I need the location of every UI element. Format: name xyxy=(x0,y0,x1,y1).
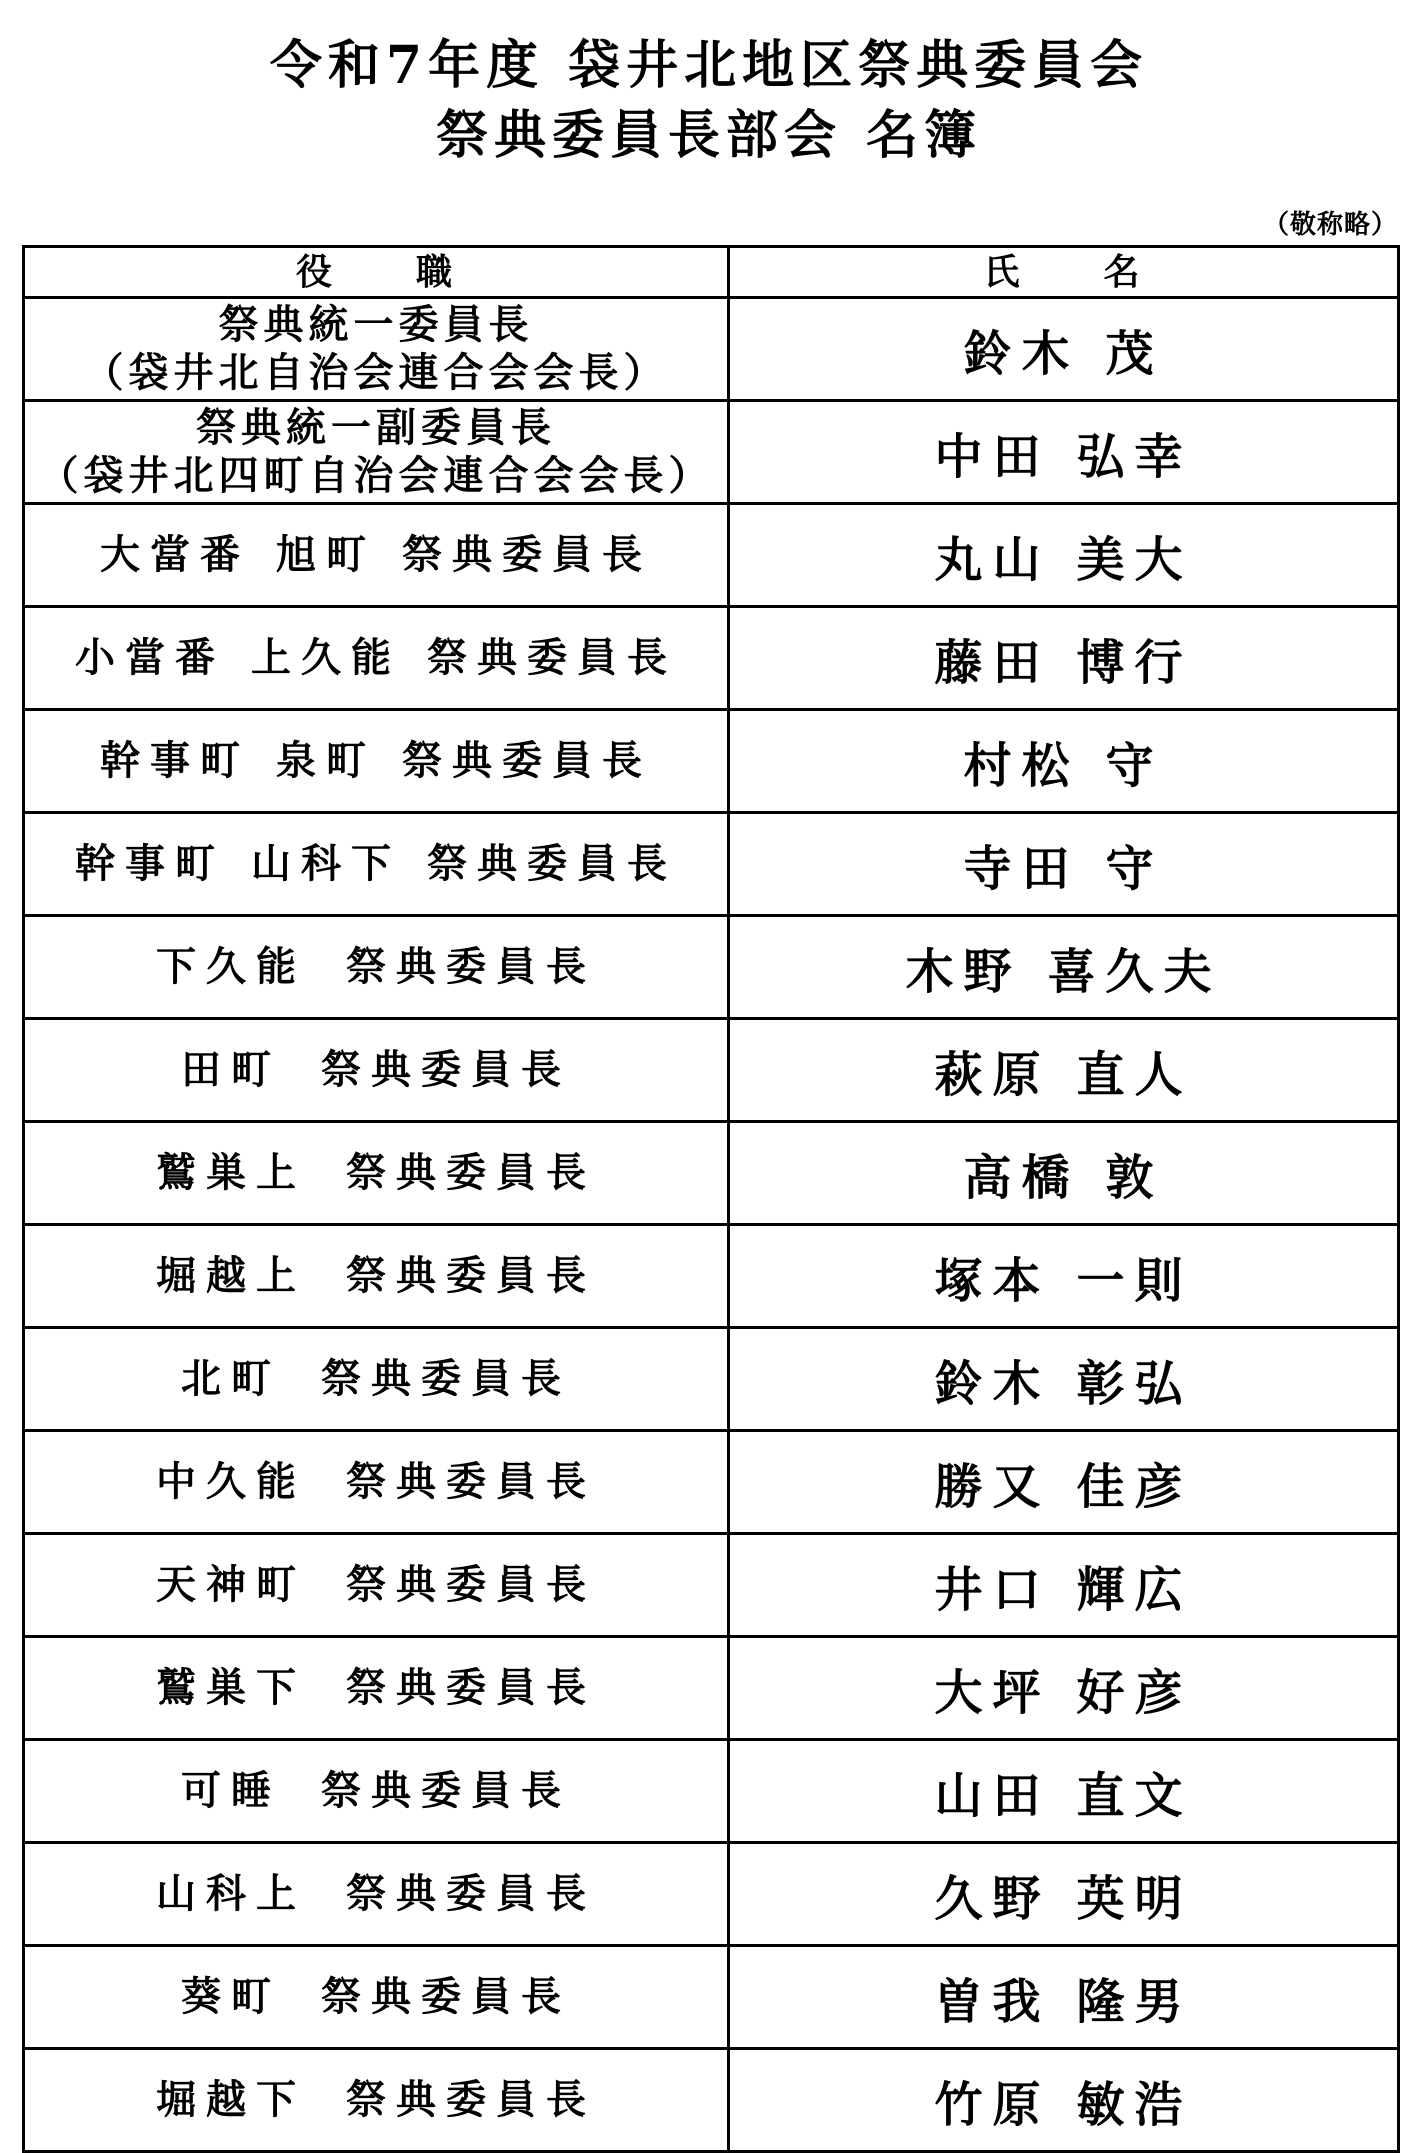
role-town: 旭町 xyxy=(276,531,376,578)
role-cell xyxy=(24,1019,729,1122)
document-title-line1: 令和7年度 袋井北地区祭典委員会 xyxy=(269,35,1149,96)
given-name: 喜久夫 xyxy=(1047,943,1222,1000)
name-cell xyxy=(729,1740,1399,1843)
given-name: 敦 xyxy=(1105,1149,1164,1206)
family-name: 中田 xyxy=(934,428,1051,485)
role-title: 祭典委員長 xyxy=(346,1561,596,1608)
family-name: 竹原 xyxy=(934,2076,1051,2133)
role-title: 祭典委員長 xyxy=(346,943,596,990)
role-town: 堀越下 xyxy=(156,2076,306,2123)
given-name: 英明 xyxy=(1076,1870,1193,1927)
role-cell xyxy=(24,1534,729,1637)
given-name: 茂 xyxy=(1105,325,1164,382)
table-row xyxy=(24,1328,1399,1431)
role-cell xyxy=(24,1637,729,1740)
role-title: 祭典委員長 xyxy=(321,1973,571,2020)
table-row xyxy=(24,710,1399,813)
role-cell xyxy=(24,1946,729,2049)
role-prefix: 小當番 xyxy=(75,634,225,681)
role-town: 天神町 xyxy=(156,1561,306,1608)
role-town: 北町 xyxy=(181,1355,281,1402)
given-name: 隆男 xyxy=(1076,1973,1193,2030)
role-title: 祭典委員長 xyxy=(321,1046,571,1093)
name-cell xyxy=(729,1637,1399,1740)
role-title: 祭典委員長 xyxy=(427,634,677,681)
family-name: 村松 xyxy=(963,737,1080,794)
role-cell xyxy=(24,607,729,710)
role-cell xyxy=(24,813,729,916)
role-title: 祭典委員長 xyxy=(346,2076,596,2123)
role-cell xyxy=(24,1122,729,1225)
role-title: 祭典委員長 xyxy=(427,840,677,887)
role-town: 鷲巣下 xyxy=(156,1664,306,1711)
given-name: 博行 xyxy=(1076,634,1193,691)
name-cell xyxy=(729,401,1399,504)
name-cell xyxy=(729,1534,1399,1637)
role-cell xyxy=(24,401,729,504)
given-name: 佳彦 xyxy=(1076,1458,1193,1515)
role-town: 葵町 xyxy=(181,1973,281,2020)
role-prefix: 大當番 xyxy=(100,531,250,578)
role-cell xyxy=(24,1740,729,1843)
role-title: 祭典委員長 xyxy=(346,1149,596,1196)
family-name: 丸山 xyxy=(934,531,1051,588)
name-cell xyxy=(729,1019,1399,1122)
role-cell xyxy=(24,2049,729,2152)
given-name: 彰弘 xyxy=(1076,1355,1193,1412)
role-prefix: 幹事町 xyxy=(100,737,250,784)
name-cell xyxy=(729,1843,1399,1946)
table-row xyxy=(24,1946,1399,2049)
role-title: 祭典委員長 xyxy=(346,1252,596,1299)
role-title: 祭典委員長 xyxy=(402,737,652,784)
table-row xyxy=(24,401,1399,504)
role-line: （袋井北四町自治会連合会会長） xyxy=(38,452,714,499)
table-row xyxy=(24,1225,1399,1328)
header-role: 役 職 xyxy=(24,247,729,298)
family-name: 藤田 xyxy=(934,634,1051,691)
role-town: 下久能 xyxy=(156,943,306,990)
table-row xyxy=(24,1843,1399,1946)
family-name: 大坪 xyxy=(934,1664,1051,1721)
table-row xyxy=(24,607,1399,710)
role-line: （袋井北自治会連合会会長） xyxy=(83,349,669,396)
given-name: 輝広 xyxy=(1076,1561,1193,1618)
role-cell xyxy=(24,1328,729,1431)
roster-table xyxy=(22,245,1400,2153)
name-cell xyxy=(729,813,1399,916)
role-town: 山科上 xyxy=(156,1870,306,1917)
role-town: 泉町 xyxy=(276,737,376,784)
given-name: 直人 xyxy=(1076,1046,1193,1103)
table-row xyxy=(24,504,1399,607)
given-name: 美大 xyxy=(1076,531,1193,588)
name-cell xyxy=(729,1431,1399,1534)
table-row xyxy=(24,1019,1399,1122)
role-cell xyxy=(24,504,729,607)
table-row xyxy=(24,1431,1399,1534)
name-cell xyxy=(729,1946,1399,2049)
family-name: 鈴木 xyxy=(934,1355,1051,1412)
role-cell xyxy=(24,298,729,401)
role-cell xyxy=(24,1843,729,1946)
table-header-row xyxy=(24,247,1399,298)
family-name: 井口 xyxy=(934,1561,1051,1618)
table-row xyxy=(24,1637,1399,1740)
family-name: 木野 xyxy=(905,943,1022,1000)
role-prefix: 幹事町 xyxy=(75,840,225,887)
family-name: 勝又 xyxy=(934,1458,1051,1515)
given-name: 弘幸 xyxy=(1076,428,1193,485)
given-name: 好彦 xyxy=(1076,1664,1193,1721)
name-cell xyxy=(729,607,1399,710)
family-name: 萩原 xyxy=(934,1046,1051,1103)
family-name: 塚本 xyxy=(934,1252,1051,1309)
given-name: 敏浩 xyxy=(1076,2076,1193,2133)
role-line: 祭典統一委員長 xyxy=(218,301,534,348)
family-name: 高橋 xyxy=(963,1149,1080,1206)
given-name: 一則 xyxy=(1076,1252,1193,1309)
family-name: 久野 xyxy=(934,1870,1051,1927)
role-cell xyxy=(24,916,729,1019)
name-cell xyxy=(729,1225,1399,1328)
role-title: 祭典委員長 xyxy=(321,1767,571,1814)
table-row xyxy=(24,2049,1399,2152)
family-name: 鈴木 xyxy=(963,325,1080,382)
role-town: 鷲巣上 xyxy=(156,1149,306,1196)
name-cell xyxy=(729,916,1399,1019)
table-row xyxy=(24,298,1399,401)
given-name: 守 xyxy=(1105,737,1164,794)
role-town: 堀越上 xyxy=(156,1252,306,1299)
role-town: 上久能 xyxy=(251,634,401,681)
table-row xyxy=(24,1534,1399,1637)
role-town: 田町 xyxy=(181,1046,281,1093)
table-row xyxy=(24,916,1399,1019)
role-cell xyxy=(24,1225,729,1328)
role-cell xyxy=(24,1431,729,1534)
family-name: 曽我 xyxy=(934,1973,1051,2030)
name-cell xyxy=(729,298,1399,401)
roster-body xyxy=(24,298,1399,2152)
role-title: 祭典委員長 xyxy=(321,1355,571,1402)
table-row xyxy=(24,813,1399,916)
family-name: 山田 xyxy=(934,1767,1051,1824)
name-cell xyxy=(729,1122,1399,1225)
role-town: 可睡 xyxy=(181,1767,281,1814)
given-name: 守 xyxy=(1105,840,1164,897)
role-title: 祭典委員長 xyxy=(346,1870,596,1917)
role-town: 山科下 xyxy=(251,840,401,887)
family-name: 寺田 xyxy=(963,840,1080,897)
role-town: 中久能 xyxy=(156,1458,306,1505)
role-cell xyxy=(24,710,729,813)
role-title: 祭典委員長 xyxy=(346,1664,596,1711)
header-name: 氏 名 xyxy=(729,247,1399,298)
role-title: 祭典委員長 xyxy=(402,531,652,578)
role-line: 祭典統一副委員長 xyxy=(196,404,556,451)
name-cell xyxy=(729,504,1399,607)
honorific-note: （敬称略） xyxy=(1262,210,1398,240)
given-name: 直文 xyxy=(1076,1767,1193,1824)
name-cell xyxy=(729,1328,1399,1431)
name-cell xyxy=(729,710,1399,813)
role-title: 祭典委員長 xyxy=(346,1458,596,1505)
name-cell xyxy=(729,2049,1399,2152)
table-row xyxy=(24,1122,1399,1225)
document-title-line2: 祭典委員長部会 名簿 xyxy=(435,105,983,166)
table-row xyxy=(24,1740,1399,1843)
